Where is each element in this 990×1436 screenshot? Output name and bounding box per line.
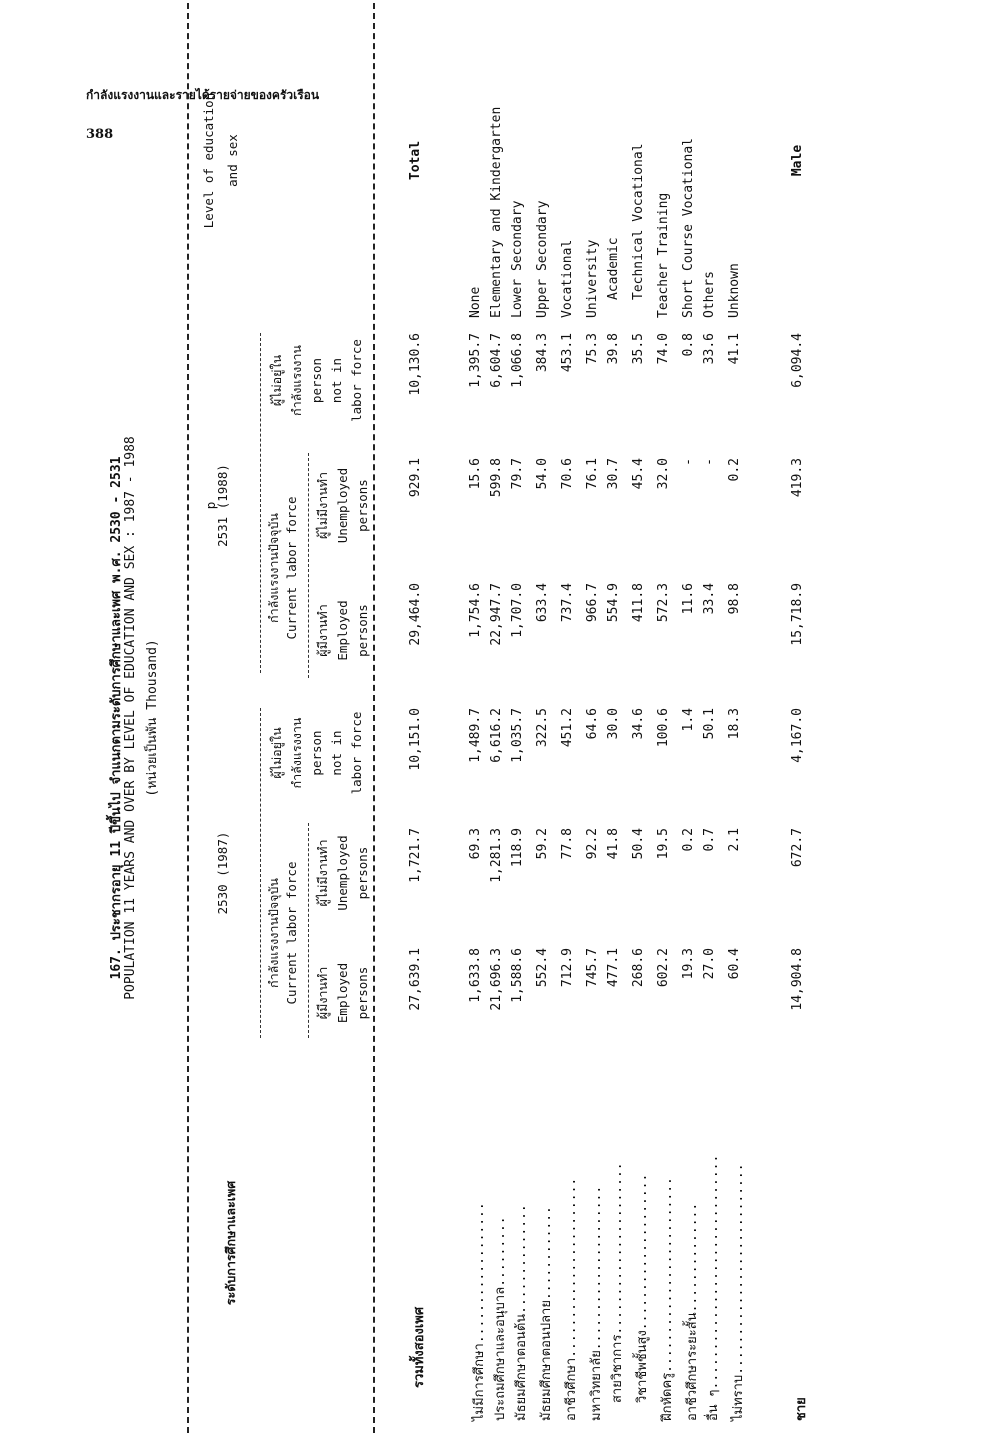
clf-th-1988: กำลังแรงงานปัจจุบัน [266, 513, 281, 623]
row-label-en: Elementary and Kindergarten [489, 106, 504, 318]
cell-notlf-1987: 64.6 [585, 708, 600, 740]
cell-notlf-1988: 6,604.7 [489, 333, 504, 388]
cell-unemployed-1988: 32.0 [656, 458, 671, 490]
cell-employed-1987: 1,633.8 [468, 948, 483, 1003]
clf-en-1988: Current labor force [284, 496, 299, 640]
row-label-en: None [468, 286, 483, 318]
cell-employed-1988: 98.8 [727, 583, 742, 615]
cell-notlf-1987: 50.1 [702, 708, 717, 740]
clf-th-1987: กำลังแรงงานปัจจุบัน [266, 878, 281, 988]
cell-unemployed-1988: 419.3 [790, 458, 805, 498]
cell-unemployed-1987: 2.1 [727, 828, 742, 852]
cell-unemployed-1988: 0.2 [727, 458, 742, 482]
cell-notlf-1987: 6,616.2 [489, 708, 504, 763]
row-label-th: วิชาชีพชั้นสูง.................... [635, 1173, 650, 1403]
row-label-en: Upper Secondary [535, 200, 550, 318]
cell-employed-1988: 633.4 [535, 583, 550, 623]
cell-notlf-1988: 33.6 [702, 333, 717, 365]
cell-employed-1988: 1,754.6 [468, 583, 483, 638]
cell-unemployed-1987: 118.9 [510, 828, 525, 868]
row-label-en: Teacher Training [656, 192, 671, 318]
cell-employed-1987: 21,696.3 [489, 948, 504, 1011]
col-unemployed-1988: ผู้ไม่มีงานทำ Unemployed persons [315, 467, 370, 544]
cell-notlf-1987: 18.3 [727, 708, 742, 740]
cell-unemployed-1988: 929.1 [408, 458, 423, 498]
cell-employed-1988: 15,718.9 [790, 583, 805, 646]
row-label-en: University [585, 239, 600, 318]
cell-employed-1987: 60.4 [727, 948, 742, 980]
row-label-en: Technical Vocational [631, 143, 646, 300]
year-1987-label: 2530 (1987) [215, 831, 230, 915]
cell-employed-1988: 572.3 [656, 583, 671, 623]
row-label-en: Lower Secondary [510, 200, 525, 318]
row-label-en: Unknown [727, 263, 742, 318]
rotated-table [95, 3, 895, 1433]
cell-notlf-1988: 1,395.7 [468, 333, 483, 388]
cell-unemployed-1988: 15.6 [468, 458, 483, 490]
col-unemployed-1987: ผู้ไม่มีงานทำ Unemployed persons [315, 835, 370, 911]
row-label-th: อาชีวศึกษา....................... [564, 1177, 579, 1421]
cell-unemployed-1987: 59.2 [535, 828, 550, 860]
cell-notlf-1987: 10,151.0 [408, 708, 423, 771]
cell-employed-1987: 745.7 [585, 948, 600, 988]
cell-unemployed-1988: 79.7 [510, 458, 525, 490]
cell-notlf-1988: 1,066.8 [510, 333, 525, 388]
cell-unemployed-1988: 599.8 [489, 458, 504, 498]
cell-notlf-1987: 322.5 [535, 708, 550, 748]
cell-notlf-1988: 6,094.4 [790, 333, 805, 388]
col-employed-1988: ผู้มีงานทำ Employed persons [315, 600, 370, 661]
row-label-th: ประถมศึกษาและอนุบาล......... [493, 1216, 508, 1421]
row-label-en: Vocational [560, 239, 575, 318]
cell-unemployed-1987: 0.7 [702, 828, 717, 852]
cell-unemployed-1988: 45.4 [631, 458, 646, 490]
cell-notlf-1988: 0.8 [681, 333, 696, 357]
cell-employed-1988: 33.4 [702, 583, 717, 615]
cell-unemployed-1988: - [681, 458, 696, 466]
stub-header-th: ระดับการศึกษาและเพศ [223, 1180, 238, 1306]
running-title: กำลังแรงงานและรายได้รายจ่ายของครัวเรือน [86, 88, 320, 102]
row-label-th: อื่น ๆ.............................. [706, 1154, 721, 1421]
rule-clf-1988 [308, 453, 309, 678]
stub-header-en: Level of education and sex [201, 92, 240, 229]
cell-notlf-1988: 39.8 [606, 333, 621, 365]
cell-employed-1988: 1,707.0 [510, 583, 525, 638]
col-notlf-1988: ผู้ไม่อยู่ใน กำลังแรงงาน person not in labor force [269, 339, 364, 422]
cell-notlf-1988: 74.0 [656, 333, 671, 365]
cell-employed-1988: 11.6 [681, 583, 696, 615]
preliminary-mark: p [203, 501, 218, 510]
row-label-en: Others [702, 271, 717, 318]
cell-employed-1988: 554.9 [606, 583, 621, 623]
cell-employed-1988: 411.8 [631, 583, 646, 623]
page-number: 388 [86, 127, 114, 142]
cell-unemployed-1988: 70.6 [560, 458, 575, 490]
cell-employed-1987: 27,639.1 [408, 948, 423, 1011]
cell-unemployed-1988: 54.0 [535, 458, 550, 490]
row-label-th: ชาย [794, 1397, 809, 1421]
cell-unemployed-1987: 672.7 [790, 828, 805, 868]
col-employed-1987: ผู้มีงานทำ Employed persons [315, 962, 370, 1024]
top-rule [187, 3, 189, 1433]
cell-unemployed-1988: 30.7 [606, 458, 621, 490]
cell-employed-1987: 14,904.8 [790, 948, 805, 1011]
row-label-th: รวมทั้งสองเพศ [412, 1306, 427, 1388]
year-1988-label: 2531 (1988) [215, 464, 230, 547]
row-label-en: Total [408, 140, 423, 181]
cell-employed-1988: 737.4 [560, 583, 575, 623]
cell-employed-1988: 29,464.0 [408, 583, 423, 646]
cell-employed-1987: 712.9 [560, 948, 575, 988]
row-label-th: มัธยมศึกษาตอนต้น.............. [514, 1204, 529, 1421]
cell-unemployed-1988: 76.1 [585, 458, 600, 490]
row-label-th: อาชีวศึกษาระยะสั้น.............. [685, 1202, 700, 1421]
cell-unemployed-1987: 50.4 [631, 828, 646, 860]
cell-notlf-1987: 34.6 [631, 708, 646, 740]
header-bottom-rule [373, 3, 375, 1433]
cell-employed-1987: 552.4 [535, 948, 550, 988]
row-label-en: Short Course Vocational [681, 137, 696, 318]
cell-unemployed-1987: 1,281.3 [489, 828, 504, 883]
rule-1988 [260, 333, 261, 673]
cell-notlf-1988: 75.3 [585, 333, 600, 365]
cell-notlf-1987: 451.2 [560, 708, 575, 748]
cell-employed-1988: 22,947.7 [489, 583, 504, 646]
rule-1987 [260, 708, 261, 1038]
row-label-en: Male [790, 144, 805, 177]
cell-unemployed-1987: 69.3 [468, 828, 483, 860]
cell-unemployed-1987: 0.2 [681, 828, 696, 852]
row-label-th: มัธยมศึกษาตอนปลาย............ [539, 1206, 554, 1421]
row-label-th: ไม่ทราบ........................... [731, 1163, 746, 1421]
table-unit: (หน่วยเป็นพัน Thousand) [145, 639, 160, 797]
cell-notlf-1988: 453.1 [560, 333, 575, 373]
cell-notlf-1988: 35.5 [631, 333, 646, 365]
cell-employed-1988: 966.7 [585, 583, 600, 623]
row-label-th: ฝึกหัดครู......................... [660, 1177, 675, 1421]
cell-unemployed-1987: 41.8 [606, 828, 621, 860]
cell-notlf-1987: 100.6 [656, 708, 671, 748]
table-title-th: 167. ประชากรอายุ 11 ปีขึ้นไป จำแนกตามระดับการศึกษาและเพศ พ.ศ. 2530 - 2531 [109, 456, 124, 980]
table-title-en: POPULATION 11 YEARS AND OVER BY LEVEL OF EDUCATION AND SEX : 1987 - 1988 [123, 436, 138, 1000]
cell-unemployed-1987: 92.2 [585, 828, 600, 860]
cell-employed-1987: 602.2 [656, 948, 671, 988]
cell-notlf-1988: 10,130.6 [408, 333, 423, 396]
cell-notlf-1988: 41.1 [727, 333, 742, 365]
cell-employed-1987: 268.6 [631, 948, 646, 988]
cell-notlf-1988: 384.3 [535, 333, 550, 373]
cell-employed-1987: 19.3 [681, 948, 696, 980]
cell-unemployed-1988: - [702, 458, 717, 466]
cell-notlf-1987: 1.4 [681, 708, 696, 732]
row-label-en: Academic [606, 237, 621, 300]
cell-notlf-1987: 30.0 [606, 708, 621, 740]
row-label-th: มหาวิทยาลัย..................... [589, 1185, 604, 1421]
row-label-th: ไม่มีการศึกษา.................. [472, 1202, 487, 1421]
cell-unemployed-1987: 1,721.7 [408, 828, 423, 883]
row-label-th: สายวิชาการ...................... [610, 1162, 625, 1403]
cell-employed-1987: 1,588.6 [510, 948, 525, 1003]
clf-en-1987: Current labor force [284, 861, 299, 1005]
cell-unemployed-1987: 77.8 [560, 828, 575, 860]
cell-notlf-1987: 1,035.7 [510, 708, 525, 763]
col-notlf-1987: ผู้ไม่อยู่ใน กำลังแรงงาน person not in labor force [269, 711, 364, 795]
rule-clf-1987 [308, 823, 309, 1038]
cell-unemployed-1987: 19.5 [656, 828, 671, 860]
cell-notlf-1987: 1,489.7 [468, 708, 483, 763]
cell-employed-1987: 477.1 [606, 948, 621, 988]
cell-employed-1987: 27.0 [702, 948, 717, 980]
cell-notlf-1987: 4,167.0 [790, 708, 805, 763]
